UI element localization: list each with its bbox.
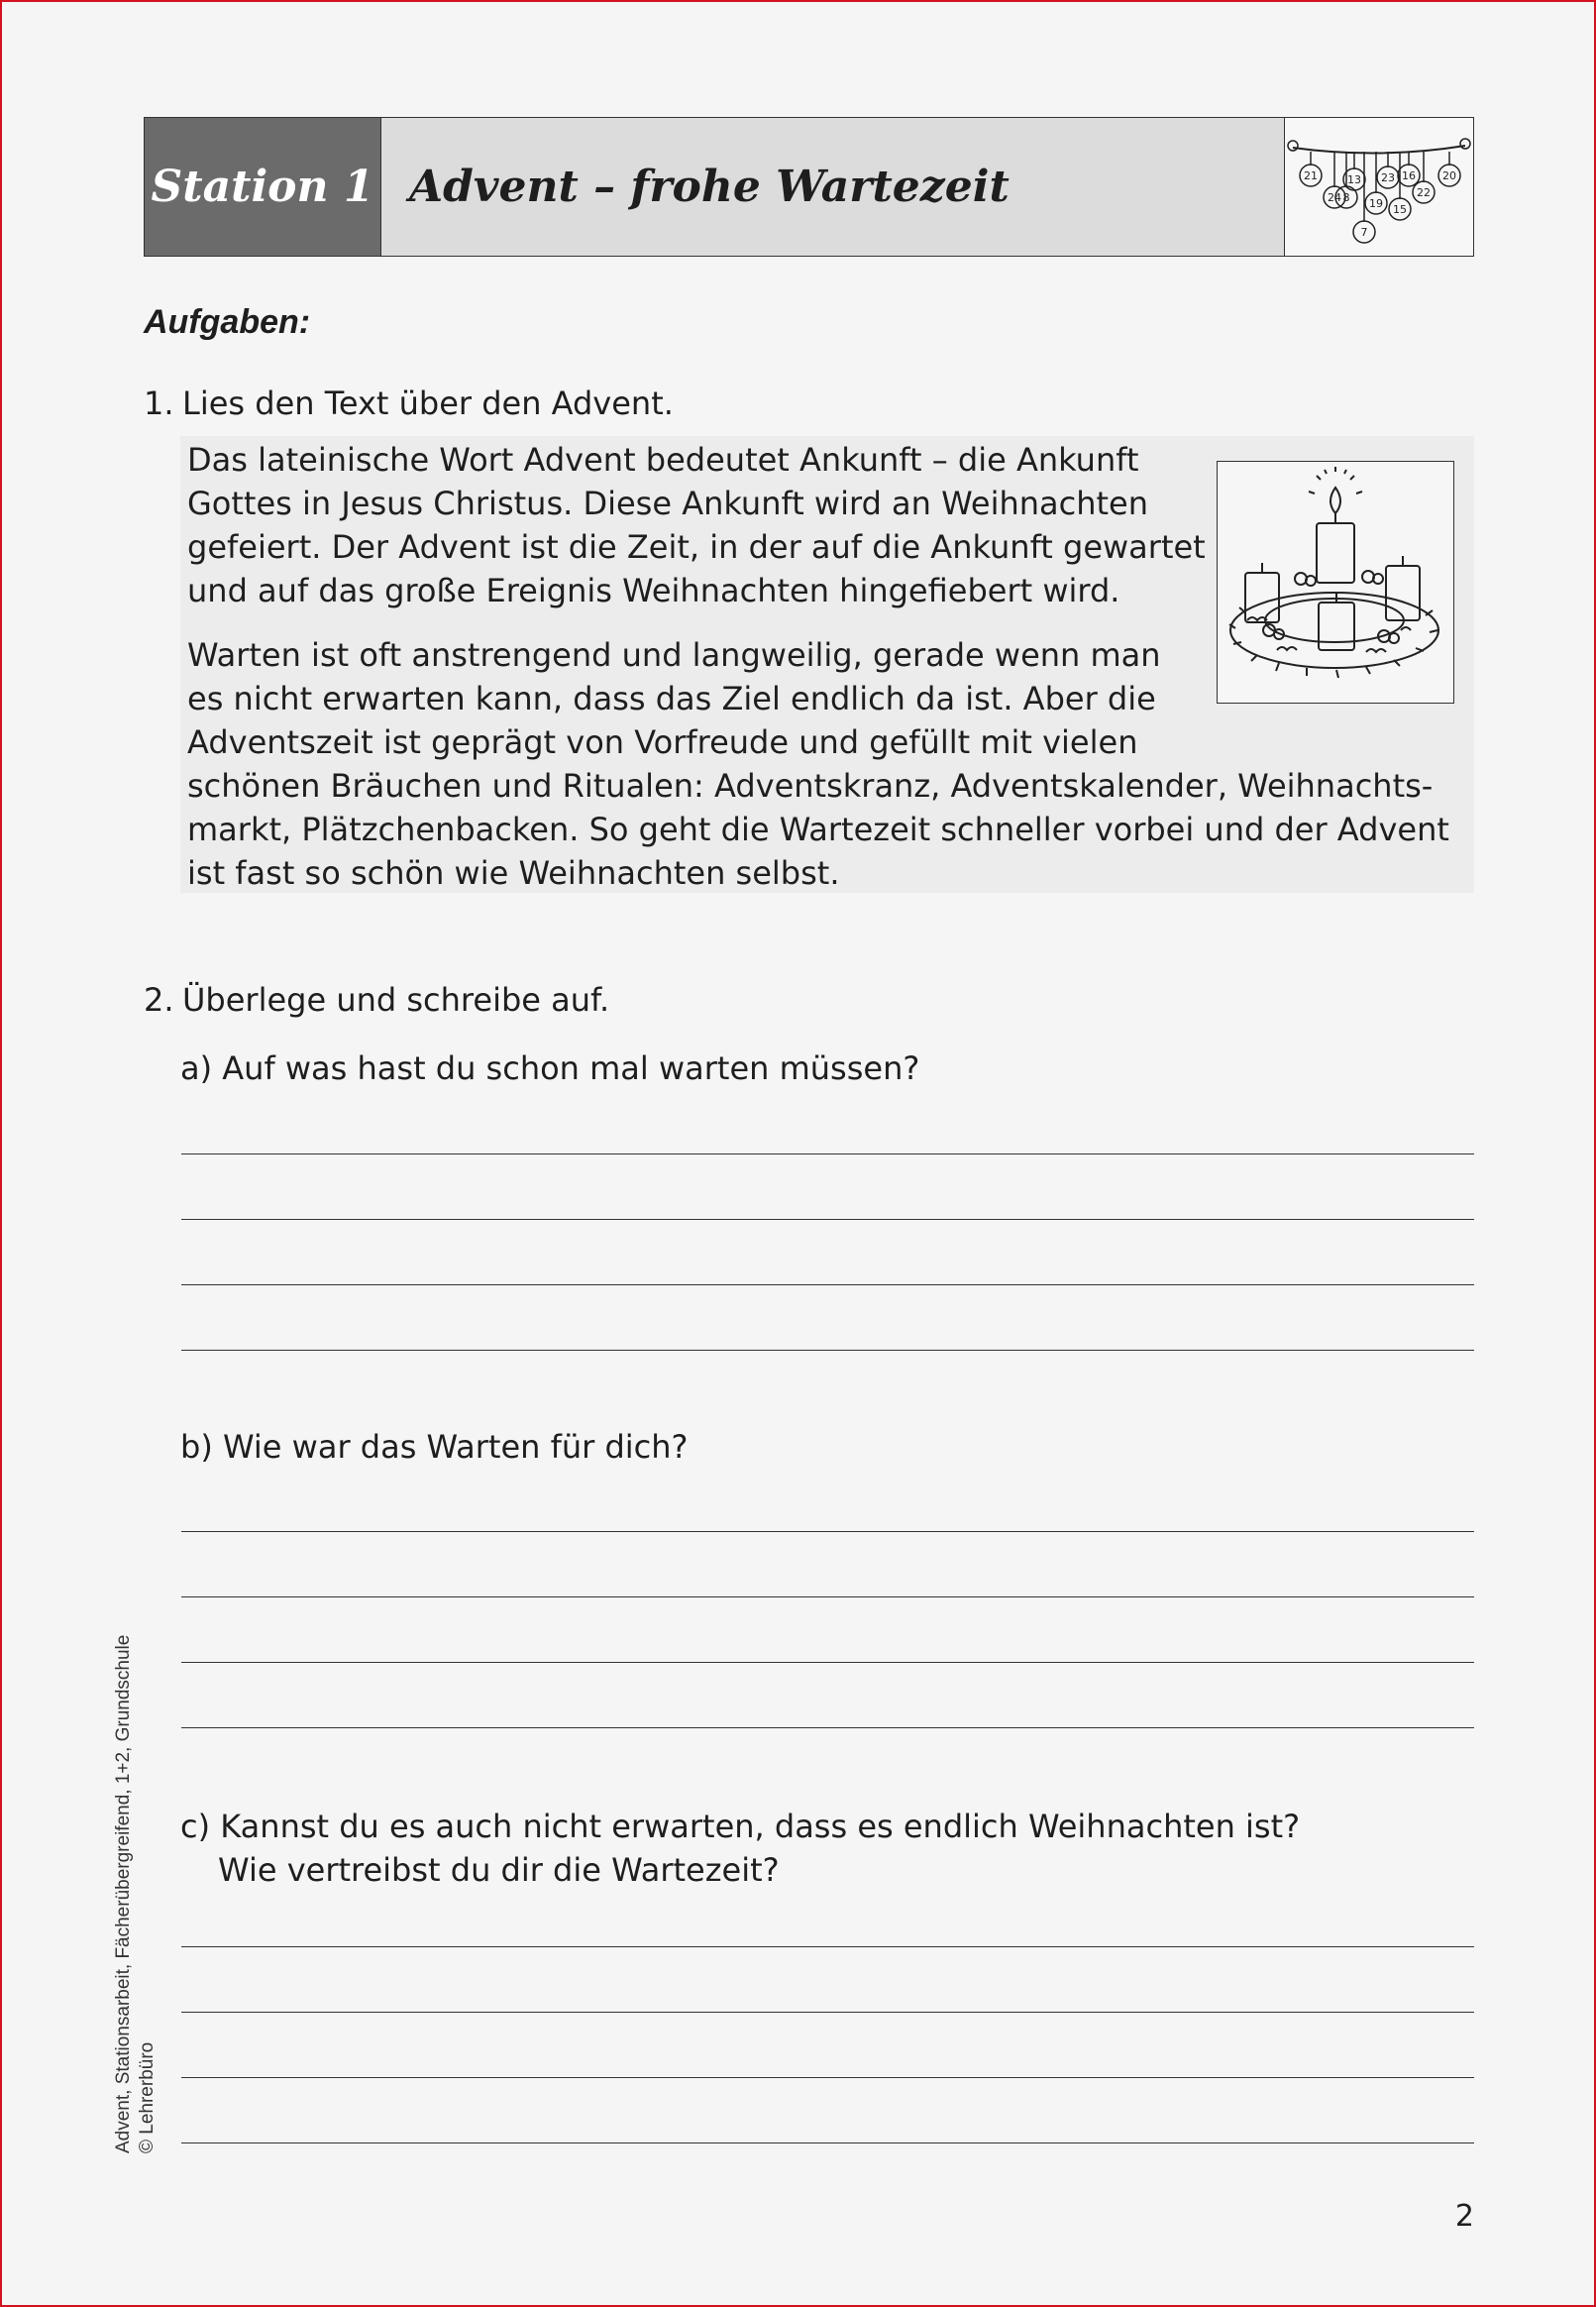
question-b: b) Wie war das Warten für dich?: [180, 1428, 689, 1466]
paragraph-1-line: Gottes in Jesus Christus. Diese Ankunft wird an Weihnachten: [187, 485, 1149, 522]
paragraph-2-line: Adventszeit ist geprägt von Vorfreude und gefüllt mit vielen: [187, 723, 1138, 761]
page-number: 2: [1454, 2199, 1474, 2234]
writing-line-a3[interactable]: [181, 1284, 1474, 1285]
writing-line-b4[interactable]: [181, 1727, 1474, 1728]
calendar-tag-number: 22: [1417, 186, 1431, 199]
worksheet-title: Advent – frohe Wartezeit: [381, 118, 1285, 256]
tasks-heading: Aufgaben:: [144, 303, 311, 341]
writing-line-b3[interactable]: [181, 1662, 1474, 1663]
paragraph-1-line: Das lateinische Wort Advent bedeutet Ankunft – die Ankunft: [187, 441, 1139, 479]
writing-line-c2[interactable]: [181, 2012, 1474, 2013]
task-2: [144, 981, 609, 1019]
advent-calendar-garland-illustration: [1285, 118, 1473, 256]
calendar-tag-number: 16: [1402, 169, 1416, 182]
task-2-instruction: Überlege und schreibe auf.: [182, 981, 610, 1019]
calendar-tag-number: 8: [1342, 191, 1350, 204]
calendar-tag-number: 23: [1381, 171, 1395, 184]
garland-svg: [1285, 118, 1471, 255]
paragraph-1: [187, 438, 1206, 612]
copyright-line: © Lehrerbüro: [137, 2041, 158, 2153]
paragraph-2-line: ist fast so schön wie Weihnachten selbst.: [187, 854, 840, 892]
calendar-tag-number: 13: [1347, 173, 1361, 186]
station-header: [144, 117, 1474, 257]
calendar-tag-number: 21: [1304, 169, 1318, 182]
writing-line-a4[interactable]: [181, 1350, 1474, 1351]
advent-wreath-svg: [1218, 462, 1452, 702]
paragraph-2-line: markt, Plätzchenbacken. So geht die Wartezeit schneller vorbei und der Advent: [187, 811, 1449, 848]
question-c: [180, 1805, 1300, 1892]
task-1-number: 1.: [144, 384, 174, 422]
calendar-tag-number: 20: [1442, 169, 1456, 182]
calendar-tag-number: 7: [1360, 226, 1368, 239]
question-a: a) Auf was hast du schon mal warten müssen?: [180, 1049, 920, 1087]
writing-line-c4[interactable]: [181, 2142, 1474, 2143]
paragraph-1-line: und auf das große Ereignis Weihnachten hingefiebert wird.: [187, 572, 1120, 609]
station-label: Station 1: [145, 118, 381, 256]
question-c-line-1: c) Kannst du es auch nicht erwarten, dass es endlich Weihnachten ist?: [180, 1808, 1301, 1845]
writing-line-b1[interactable]: [181, 1531, 1474, 1532]
paragraph-2-line: es nicht erwarten kann, dass das Ziel endlich da ist. Aber die: [187, 680, 1156, 717]
task-2-number: 2.: [144, 981, 174, 1019]
writing-line-a2[interactable]: [181, 1219, 1474, 1220]
paragraph-1-line: gefeiert. Der Advent ist die Zeit, in der auf die Ankunft gewartet: [187, 528, 1206, 566]
calendar-tag-number: 15: [1393, 203, 1407, 216]
copyright-note: [112, 1635, 160, 2153]
paragraph-2-line: schönen Bräuchen und Ritualen: Adventskranz, Adventskalender, Weihnachts-: [187, 767, 1434, 805]
calendar-tag-number: 19: [1369, 197, 1383, 210]
paragraph-2-line: Warten ist oft anstrengend und langweilig, gerade wenn man: [187, 636, 1161, 674]
writing-line-b2[interactable]: [181, 1596, 1474, 1597]
task-1-instruction: Lies den Text über den Advent.: [182, 384, 674, 422]
publication-info: Advent, Stationsarbeit, Fächerübergreifend, 1+2, Grundschule: [113, 1634, 134, 2153]
advent-wreath-illustration: [1217, 461, 1454, 704]
question-c-line-2: Wie vertreibst du dir die Wartezeit?: [218, 1851, 780, 1889]
task-1: [144, 384, 674, 422]
writing-line-c3[interactable]: [181, 2077, 1474, 2078]
calendar-tag-number: 24: [1328, 191, 1341, 204]
writing-line-c1[interactable]: [181, 1946, 1474, 1947]
